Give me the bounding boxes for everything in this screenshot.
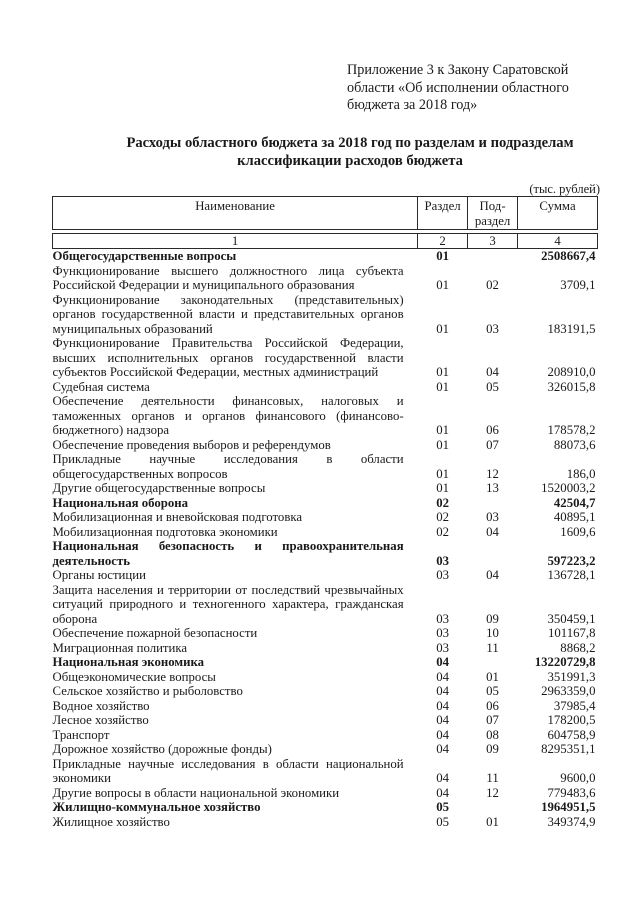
table-row [53,757,598,786]
row-name: Обеспечение проведения выборов и референдумов [52,437,331,452]
row-section: 03 [436,553,449,568]
table-row [53,264,598,293]
row-section: 04 [436,742,449,756]
row-section: 01 [436,365,449,379]
document-title [60,134,640,170]
row-subsection: 13 [486,481,499,495]
table-row [53,786,598,801]
row-name: Миграционная политика [52,640,188,655]
row-section: 03 [436,640,449,655]
row-sum: 208910,0 [547,365,596,379]
row-subsection: 04 [486,365,499,379]
row-subsection: 06 [486,423,499,437]
row-name: Национальная оборона [52,495,189,510]
row-name: Другие вопросы в области национальной экономики [52,785,340,800]
header-sum: Сумма [518,197,598,230]
row-sum: 2508667,4 [541,249,596,263]
row-section: 04 [436,698,449,713]
row-name: Мобилизационная и вневойсковая подготовка [52,510,303,524]
row-sum: 40895,1 [553,510,596,524]
row-section: 02 [436,495,449,510]
row-name: Органы юстиции [52,568,146,582]
expenditure-table [52,196,598,829]
table-row [53,815,598,830]
table-row [53,626,598,641]
row-subsection: 12 [486,785,499,800]
row-sum: 178200,5 [547,713,596,727]
row-sum: 178578,2 [547,423,596,437]
row-subsection: 07 [486,713,499,727]
column-number: 4 [518,234,598,249]
row-subsection: 03 [486,321,499,336]
header-subsection-line1: Под- [479,199,506,213]
table-row [53,293,598,337]
column-number-row [53,234,598,249]
row-section: 03 [436,626,449,640]
row-section: 01 [436,466,449,481]
row-sum: 779483,6 [547,785,596,800]
row-name: Мобилизационная подготовка экономики [52,524,278,539]
row-subsection: 06 [486,698,499,713]
row-sum: 8868,2 [560,640,596,655]
row-section: 01 [436,278,449,292]
row-subsection [468,496,518,511]
column-number: 1 [53,234,418,249]
section-total-row [53,496,598,511]
appendix-note [347,62,617,115]
row-name: Судебная система [52,379,150,394]
row-name: Жилищно-коммунальное хозяйство [52,800,261,814]
row-sum: 42504,7 [553,495,596,510]
section-total-row [53,249,598,264]
row-subsection: 01 [486,814,499,829]
appendix-line: области «Об исполнении областного [347,79,569,96]
header-subsection-line2: раздел [474,213,511,228]
row-section: 04 [436,785,449,800]
table-row [53,394,598,438]
row-sum: 2963359,0 [541,684,596,698]
row-section: 01 [436,379,449,394]
row-section: 04 [436,684,449,698]
row-sum: 597223,2 [547,553,596,568]
section-total-row [53,655,598,670]
table-row [53,380,598,395]
row-sum: 183191,5 [547,321,596,336]
row-subsection: 10 [486,626,499,640]
row-name: Общегосударственные вопросы [52,249,237,263]
title-line: Расходы областного бюджета за 2018 год по разделам и подразделам [126,135,574,151]
appendix-line: Приложение 3 к Закону Саратовской [347,62,569,78]
title-line: классификации расходов бюджета [237,153,463,169]
row-name: Обеспечение деятельности финансовых, налоговых и таможенных органов и органов финансового (финансово-бюджетного) надзора [52,394,404,437]
row-subsection: 02 [486,278,499,292]
row-subsection: 08 [486,727,499,742]
row-name: Национальная безопасность и правоохранительная деятельность [52,539,404,568]
row-section: 01 [436,481,449,495]
row-section: 03 [436,611,449,626]
table-row [53,742,598,757]
row-sum: 8295351,1 [541,742,596,756]
table-body [53,249,598,830]
row-name: Общеэкономические вопросы [52,669,216,684]
row-section: 05 [436,800,449,814]
appendix-line: бюджета за 2018 год» [347,97,478,113]
table-row [53,699,598,714]
row-sum: 186,0 [566,466,596,481]
row-subsection [468,655,518,670]
table-row [53,713,598,728]
row-name: Сельское хозяйство и рыболовство [52,684,243,698]
table-row [53,568,598,583]
row-sum: 326015,8 [547,379,596,394]
row-name: Транспорт [52,727,110,742]
row-section: 02 [436,510,449,524]
row-subsection: 09 [486,742,499,756]
header-name: Наименование [53,197,418,230]
table-row [53,481,598,496]
table-row [53,684,598,699]
row-section: 02 [436,524,449,539]
row-subsection: 03 [486,510,499,524]
table-row [53,670,598,685]
row-name: Обеспечение пожарной безопасности [52,626,258,640]
table-row [53,510,598,525]
row-section: 04 [436,655,449,669]
row-name: Лесное хозяйство [52,713,149,727]
row-subsection [468,800,518,815]
row-sum: 37985,4 [553,698,596,713]
row-sum: 101167,8 [547,626,596,640]
row-section: 01 [436,321,449,336]
row-sum: 351991,3 [547,669,596,684]
row-sum: 604758,9 [547,727,596,742]
row-sum: 349374,9 [547,814,596,829]
column-number: 3 [468,234,518,249]
row-subsection: 05 [486,379,499,394]
row-sum: 13220729,8 [534,655,596,669]
row-name: Функционирование высшего должностного лица субъекта Российской Федерации и муниципального образования [52,263,404,292]
header-subsection [468,197,518,230]
row-name: Другие общегосударственные вопросы [52,481,266,495]
table-row [53,336,598,380]
row-name: Защита населения и территории от последствий чрезвычайных ситуаций природного и техногенного характера, гражданская оборона [52,582,404,626]
row-section: 01 [436,423,449,437]
row-name: Национальная экономика [52,655,205,669]
table-row [53,452,598,481]
row-section: 01 [436,249,449,263]
section-total-row [53,800,598,815]
table-row [53,641,598,656]
row-sum: 350459,1 [547,611,596,626]
table-header-row [53,197,598,230]
row-section: 04 [436,771,449,785]
row-subsection: 04 [486,524,499,539]
row-name: Дорожное хозяйство (дорожные фонды) [52,742,272,756]
row-name: Функционирование Правительства Российской Федерации, высших исполнительных органов государственной власти субъектов Российской Федерации, местных администраций [52,336,404,379]
row-subsection: 09 [486,611,499,626]
table-row [53,525,598,540]
row-subsection: 04 [486,568,499,582]
row-name: Функционирование законодательных (представительных) органов государственной власти и представительных органов муниципальных образований [52,292,404,336]
row-section: 04 [436,669,449,684]
column-number: 2 [418,234,468,249]
row-subsection: 11 [486,640,499,655]
table-row [53,728,598,743]
row-section: 01 [436,437,449,452]
row-subsection: 05 [486,684,499,698]
row-sum: 88073,6 [553,437,596,452]
table-row [53,438,598,453]
row-subsection: 07 [486,437,499,452]
row-sum: 1520003,2 [541,481,596,495]
units-label: (тыс. рублей) [529,182,600,196]
row-subsection [468,539,518,568]
row-section: 03 [436,568,449,582]
row-name: Жилищное хозяйство [52,814,170,829]
row-name: Водное хозяйство [52,698,150,713]
row-subsection: 01 [486,669,499,684]
row-sum: 3709,1 [560,278,596,292]
row-sum: 136728,1 [547,568,596,582]
row-subsection: 11 [486,771,499,785]
table-row [53,583,598,627]
row-subsection: 12 [486,466,499,481]
row-name: Прикладные научные исследования в области общегосударственных вопросов [52,452,404,481]
row-sum: 1609,6 [560,524,596,539]
row-section: 05 [436,814,449,829]
row-sum: 9600,0 [560,771,596,785]
row-subsection [468,249,518,264]
row-sum: 1964951,5 [541,800,596,814]
row-section: 04 [436,727,449,742]
header-section: Раздел [418,197,468,230]
row-section: 04 [436,713,449,727]
section-total-row [53,539,598,568]
row-name: Прикладные научные исследования в области национальной экономики [52,756,404,785]
